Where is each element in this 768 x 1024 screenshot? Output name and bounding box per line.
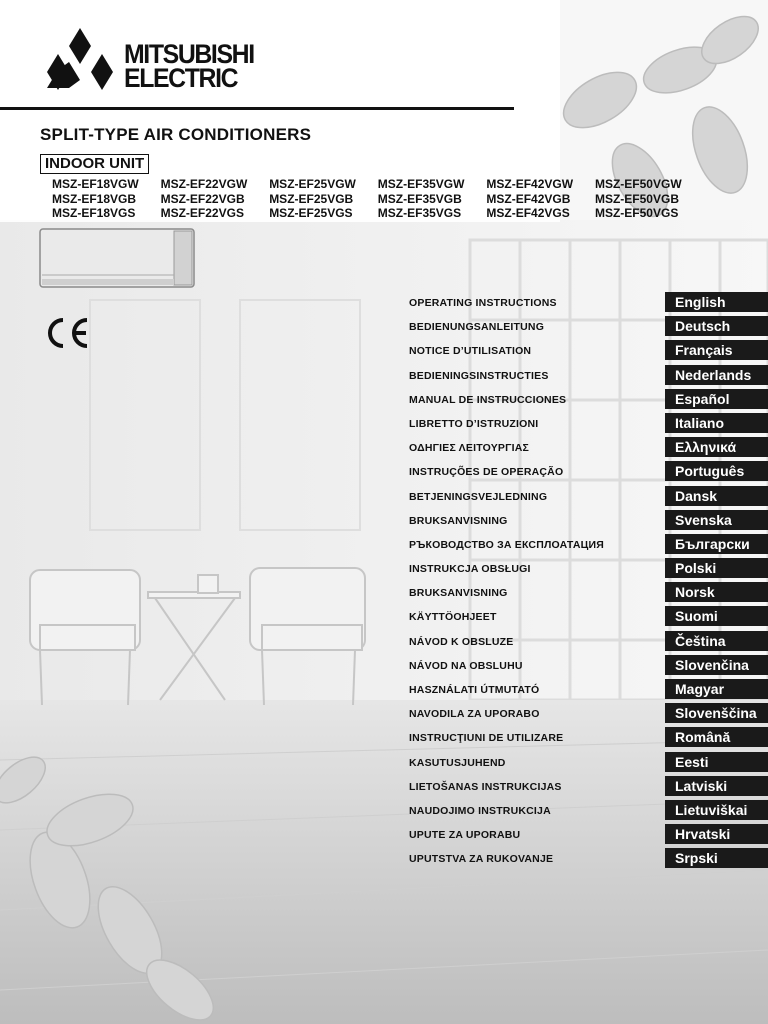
language-tab: Polski	[665, 558, 768, 578]
manual-row	[409, 822, 768, 846]
manual-title: KÄYTTÖOHJEET	[409, 611, 497, 624]
model-number: MSZ-EF35VGW	[377, 177, 465, 191]
model-number: MSZ-EF22VGS	[160, 206, 244, 220]
manual-language-list	[409, 290, 768, 871]
manual-title: UPUTSTVA ZA RUKOVANJE	[409, 853, 554, 866]
manual-title: HASZNÁLATI ÚTMUTATÓ	[409, 684, 540, 696]
mitsubishi-electric-logo	[40, 26, 280, 96]
language-tab: Ελληνικά	[665, 437, 768, 457]
language-tab: Eesti	[665, 752, 768, 772]
manual-title: LIBRETTO D’ISTRUZIONI	[409, 417, 539, 430]
manual-row	[409, 484, 768, 508]
manual-title: NAUDOJIMO INSTRUKCIJA	[409, 804, 551, 817]
manual-title: KASUTUSJUHEND	[409, 756, 506, 769]
manual-title: BRUKSANVISNING	[409, 514, 508, 527]
language-tab: Nederlands	[665, 365, 768, 385]
language-tab: Suomi	[665, 606, 768, 626]
manual-row	[409, 653, 768, 677]
manual-title: BETJENINGSVEJLEDNING	[409, 490, 548, 503]
manual-row	[409, 677, 768, 701]
language-tab: Lietuviškai	[665, 800, 768, 820]
language-tab: Norsk	[665, 582, 768, 602]
brand-line-2: ELECTRIC	[124, 63, 238, 93]
language-tab: Español	[665, 389, 768, 409]
brand-name	[124, 39, 254, 93]
manual-title: РЪКОВОДСТВО ЗА ЕКСПЛОАТАЦИЯ	[409, 538, 604, 551]
manual-title: NAVODILA ZA UPORABO	[409, 708, 540, 721]
manual-row	[409, 580, 768, 604]
manual-row	[409, 290, 768, 314]
model-number: MSZ-EF42VGB	[486, 191, 571, 206]
model-number: MSZ-EF50VGS	[594, 206, 679, 220]
manual-row	[409, 435, 768, 459]
manual-row	[409, 314, 768, 338]
model-number: MSZ-EF22VGB	[160, 191, 245, 206]
language-tab: Français	[665, 340, 768, 360]
manual-title: NOTICE D’UTILISATION	[409, 345, 532, 358]
model-number: MSZ-EF42VGW	[486, 177, 574, 191]
manual-row	[409, 459, 768, 483]
manual-title: BEDIENUNGSANLEITUNG	[409, 321, 545, 334]
manual-row	[409, 363, 768, 387]
language-tab: Srpski	[665, 848, 768, 868]
model-number: MSZ-EF50VGW	[594, 177, 682, 191]
manual-title: BEDIENINGSINSTRUCTIES	[409, 369, 549, 382]
product-title: SPLIT-TYPE AIR CONDITIONERS	[40, 125, 312, 144]
language-tab: Latviski	[665, 776, 768, 796]
model-number: MSZ-EF35VGB	[377, 191, 462, 206]
manual-row	[409, 338, 768, 362]
model-number: MSZ-EF42VGS	[486, 206, 570, 220]
brand-line-1: MITSUBISHI	[124, 39, 254, 69]
manual-row	[409, 532, 768, 556]
manual-row	[409, 725, 768, 749]
manual-title: OPERATING INSTRUCTIONS	[409, 297, 557, 309]
unit-type-label: INDOOR UNIT	[40, 154, 149, 174]
language-tab: Română	[665, 727, 768, 747]
language-tab: Magyar	[665, 679, 768, 699]
model-number: MSZ-EF22VGW	[160, 177, 248, 191]
language-tab: Svenska	[665, 510, 768, 530]
manual-row	[409, 846, 768, 870]
manual-title: INSTRUCŢIUNI DE UTILIZARE	[409, 732, 564, 745]
model-number: MSZ-EF25VGB	[269, 191, 354, 206]
model-number: MSZ-EF25VGS	[269, 206, 353, 220]
manual-title: NÁVOD K OBSLUZE	[409, 635, 514, 648]
model-number: MSZ-EF50VGB	[594, 191, 679, 206]
header-rule	[0, 107, 514, 110]
model-list	[52, 177, 704, 221]
language-tab: Português	[665, 461, 768, 481]
indoor-unit-image	[38, 225, 198, 291]
manual-row	[409, 701, 768, 725]
manual-title: LIETOŠANAS INSTRUKCIJAS	[409, 780, 562, 793]
language-tab: Български	[665, 534, 768, 554]
language-tab: Deutsch	[665, 316, 768, 336]
manual-row	[409, 604, 768, 628]
manual-row	[409, 411, 768, 435]
manual-row	[409, 629, 768, 653]
language-tab: Slovenčina	[665, 655, 768, 675]
manual-title: INSTRUÇÕES DE OPERAÇÃO	[409, 466, 564, 479]
manual-title: ΟΔΗΓΙΕΣ ΛΕΙΤΟΥΡΓΙΑΣ	[409, 442, 530, 455]
manual-row	[409, 387, 768, 411]
language-tab: Italiano	[665, 413, 768, 433]
manual-row	[409, 556, 768, 580]
model-number: MSZ-EF25VGW	[269, 177, 356, 191]
three-diamonds-icon	[40, 26, 120, 92]
model-number: MSZ-EF35VGS	[377, 206, 462, 220]
manual-title: BRUKSANVISNING	[409, 587, 508, 600]
language-tab: Hrvatski	[665, 824, 768, 844]
manual-row	[409, 750, 768, 774]
manual-row	[409, 798, 768, 822]
language-tab: Slovenščina	[665, 703, 768, 723]
model-number: MSZ-EF18VGS	[52, 206, 136, 220]
model-number: MSZ-EF18VGB	[52, 191, 137, 206]
language-tab: Čeština	[665, 631, 768, 651]
manual-row	[409, 774, 768, 798]
manual-title: INSTRUKCJA OBSŁUGI	[409, 563, 531, 576]
manual-title: NÁVOD NA OBSLUHU	[409, 659, 523, 672]
language-tab: English	[665, 292, 768, 312]
manual-title: MANUAL DE INSTRUCCIONES	[409, 393, 567, 406]
language-tab: Dansk	[665, 486, 768, 506]
model-number: MSZ-EF18VGW	[52, 177, 139, 191]
manual-row	[409, 508, 768, 532]
manual-title: UPUTE ZA UPORABU	[409, 829, 521, 842]
ce-mark-icon	[43, 316, 91, 350]
